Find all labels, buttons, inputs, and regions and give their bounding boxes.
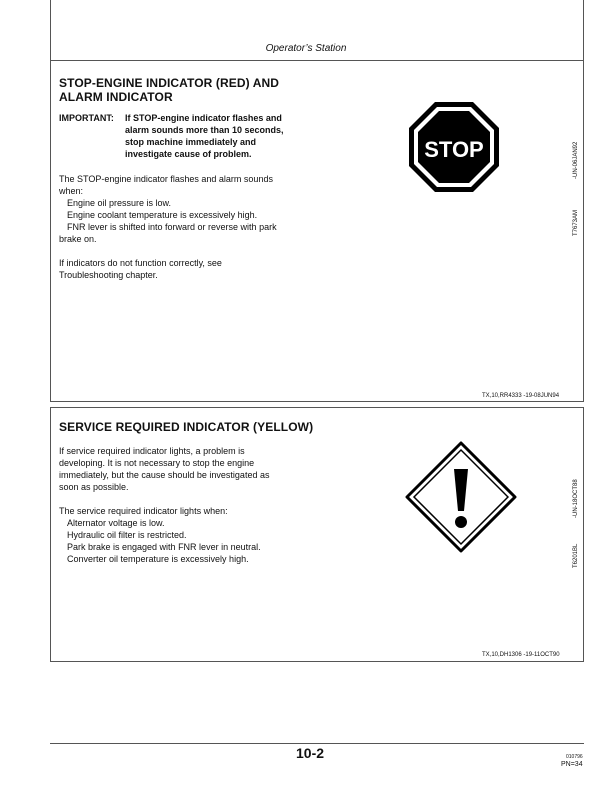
stop-conditions-paragraph: The STOP-engine indicator flashes and alarm sounds when: Engine oil pressure is low. Engine coolant temperature is excessively high. FNR lever is shifted into forward or reverse with park brake on. (59, 173, 309, 245)
stop-engine-section (50, 60, 584, 402)
section2-footer-ref: TX,10,DH1306 -19-11OCT90 (482, 652, 560, 658)
list-item: Engine oil pressure is low. (67, 198, 172, 208)
list-item: Hydraulic oil filter is restricted. (67, 530, 187, 540)
image1-code: T7673AM (573, 209, 579, 236)
section1-heading: STOP-ENGINE INDICATOR (RED) AND ALARM INDICATOR (59, 76, 279, 104)
list-item: FNR lever is shifted into forward or reverse with park (67, 222, 277, 232)
list-item: Alternator voltage is low. (67, 518, 165, 528)
service-conditions-paragraph: The service required indicator lights when: Alternator voltage is low. Hydraulic oil filter is restricted. Park brake is engaged with FNR lever in neutral. Converter oil temperature is excessively high. (59, 505, 309, 565)
list-item: Converter oil temperature is excessively high. (67, 554, 249, 564)
image1-date: -UN-06JAN92 (573, 141, 579, 179)
page-number: 10-2 (296, 745, 325, 761)
section1-footer-ref: TX,10,RR4333 -19-08JUN94 (482, 393, 560, 399)
service-intro-paragraph: If service required indicator lights, a problem is developing. It is not necessary to stop the engine immediately, but the cause should be investigated as soon as possible. (59, 446, 270, 492)
running-header: Operator’s Station (265, 43, 347, 54)
footer-rule (50, 743, 584, 744)
stop-sign-label: STOP (424, 137, 484, 162)
important-label: IMPORTANT: (59, 113, 114, 123)
warning-exclamation-icon (405, 441, 517, 553)
image2-date: -UN-18OCT88 (573, 479, 579, 518)
stop-sign-icon (408, 101, 500, 193)
list-item: Engine coolant temperature is excessively high. (67, 210, 258, 220)
troubleshooting-paragraph: If indicators do not function correctly, see Troubleshooting chapter. (59, 258, 222, 280)
image2-code: T6201BL (573, 543, 579, 568)
important-text: If STOP-engine indicator flashes and alarm sounds more than 10 seconds, stop machine immediately and investigate cause of problem. (125, 113, 284, 159)
footer-date-code: 010796 (566, 754, 583, 760)
important-note (59, 112, 339, 162)
footer-pn: PN=34 (561, 761, 583, 768)
list-item: Park brake is engaged with FNR lever in neutral. (67, 542, 261, 552)
service-required-section (50, 407, 584, 662)
section2-heading: SERVICE REQUIRED INDICATOR (YELLOW) (59, 420, 314, 434)
